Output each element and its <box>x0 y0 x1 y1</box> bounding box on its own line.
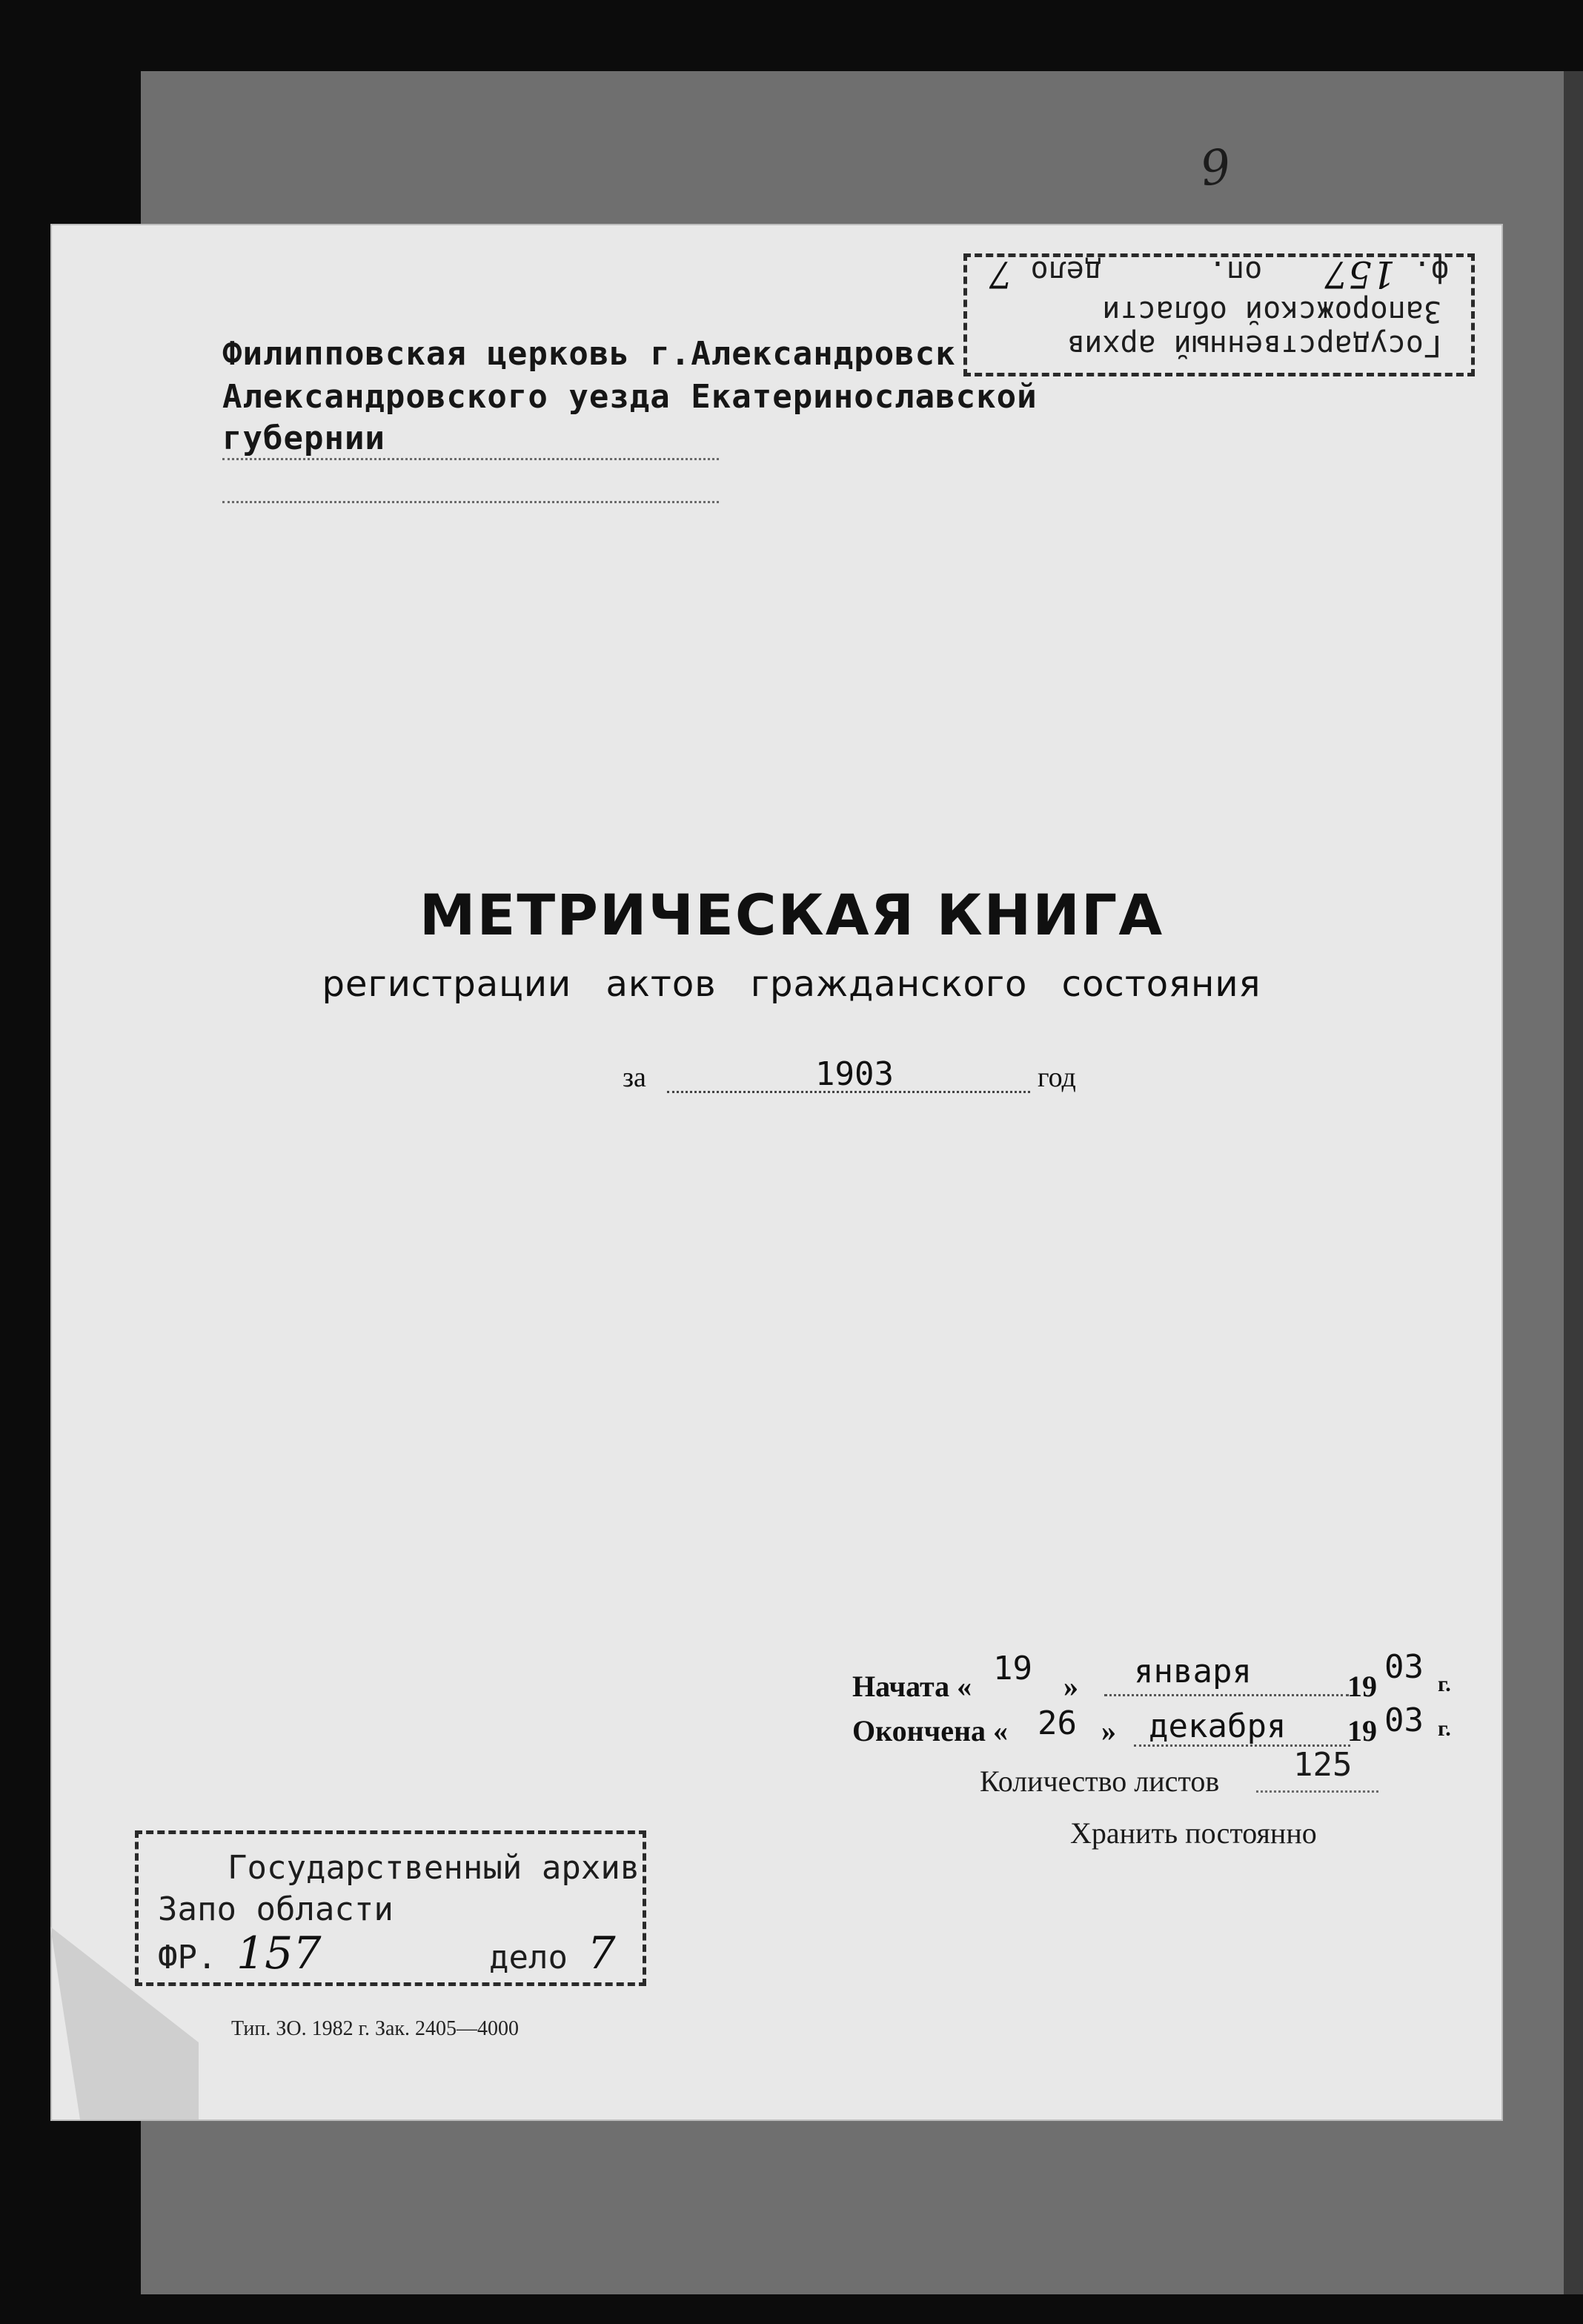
stamp-bottom-line-2: Запо области <box>158 1890 394 1928</box>
year-prefix: за <box>623 1062 646 1093</box>
stamp-bottom-delo-label: дело <box>489 1939 568 1976</box>
stamp-top-fond-number: 157 <box>1324 253 1396 296</box>
church-name-line-3: губернии <box>222 419 385 457</box>
stamp-bottom-delo-number: 7 <box>587 1928 616 1979</box>
page-subtitle: регистрации актов гражданского состояния <box>322 963 1261 1005</box>
stamp-top-delo-label: дело <box>1030 254 1102 288</box>
page-title: МЕТРИЧЕСКАЯ КНИГА <box>419 882 1164 948</box>
sheets-dotted-line <box>1256 1790 1378 1793</box>
end-g: г. <box>1438 1716 1451 1741</box>
start-quote-close: » <box>1063 1670 1078 1703</box>
end-quote-close: » <box>1101 1714 1116 1747</box>
printing-info: Тип. ЗО. 1982 г. Зак. 2405—4000 <box>231 2017 520 2040</box>
start-month-dotted-line <box>1104 1694 1349 1696</box>
archive-stamp-bottom <box>135 1830 646 1986</box>
start-year-suffix: 03 <box>1384 1648 1424 1686</box>
sheets-count: 125 <box>1293 1746 1353 1784</box>
start-g: г. <box>1438 1672 1451 1696</box>
stamp-bottom-fond-label: ФР. <box>158 1939 217 1976</box>
year-value: 1903 <box>815 1055 894 1093</box>
sheets-label: Количество листов <box>980 1764 1220 1798</box>
header-dotted-line-2 <box>222 501 719 503</box>
end-year-suffix: 03 <box>1384 1702 1424 1739</box>
stamp-bottom-fond-number: 157 <box>236 1928 322 1979</box>
church-name-line-1: Филипповская церковь г.Александровск <box>222 335 956 373</box>
start-label: Начата « <box>852 1670 972 1703</box>
stamp-top-line-2: Запорожской области <box>1102 294 1441 328</box>
year-suffix: год <box>1038 1062 1076 1093</box>
stamp-top-line-1: Государственный архив <box>1066 328 1441 362</box>
stamp-top-line-3 <box>989 253 1449 296</box>
start-day: 19 <box>993 1650 1032 1687</box>
start-year-prefix: 19 <box>1347 1670 1377 1703</box>
stamp-bottom-line-1: Государственный архив <box>228 1849 640 1887</box>
end-day: 26 <box>1038 1704 1077 1742</box>
stamp-top-delo-number: 7 <box>989 253 1013 296</box>
archive-stamp-top <box>963 253 1475 376</box>
end-month: декабря <box>1149 1707 1287 1745</box>
church-name-line-2: Александровского уезда Екатеринославской <box>222 378 1038 416</box>
header-dotted-line-1 <box>222 458 719 460</box>
stamp-top-fond-label: ф. <box>1413 254 1449 288</box>
start-month: января <box>1134 1653 1252 1690</box>
end-label: Окончена « <box>852 1714 1009 1747</box>
storage-note: Хранить постоянно <box>1070 1816 1317 1850</box>
stamp-bottom-line-3 <box>158 1928 616 1979</box>
pencil-page-number: 9 <box>1197 139 1235 198</box>
end-year-prefix: 19 <box>1347 1714 1377 1747</box>
stamp-top-opis-label: оп. <box>1208 254 1263 288</box>
